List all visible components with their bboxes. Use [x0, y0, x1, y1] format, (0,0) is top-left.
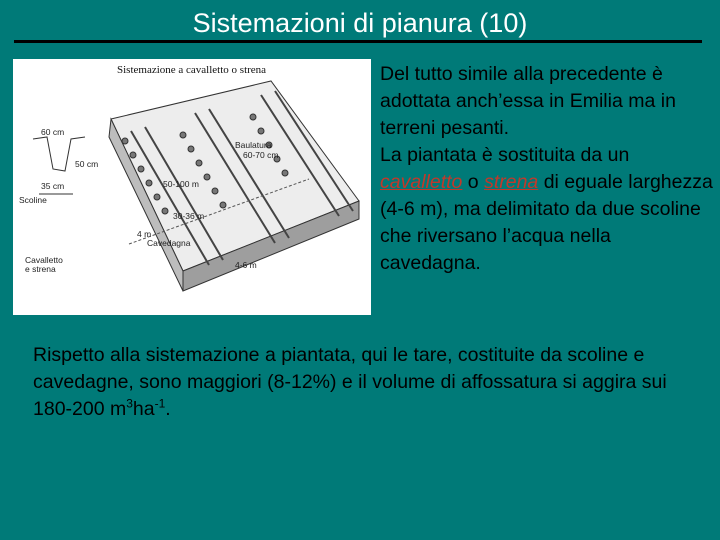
label-cavedagna: Cavedagna: [147, 238, 191, 248]
slide-title: Sistemazioni di pianura (10): [192, 8, 528, 38]
label-35cm: 35 cm: [41, 181, 65, 191]
text-run: La piantata è sostituita da un: [380, 144, 630, 166]
text-run: ha: [132, 398, 155, 420]
figure-caption: Sistemazione a cavalletto o strena: [117, 64, 267, 76]
label-4m: 4 m: [137, 229, 152, 239]
label-4-6m: 4-6 m: [235, 260, 257, 270]
title-underline: [14, 40, 702, 43]
superscript: 3: [126, 396, 133, 411]
text-run: Rispetto alla sistemazione a piantata, qui le tare, costituite da scoline e cavedagne, sono maggiori (8-12%) e il volume di affossatura si aggira sui 180-200 m: [33, 344, 667, 420]
comparison-paragraph: [33, 342, 703, 423]
term-cavalletto: cavalletto: [380, 171, 463, 193]
label-baulatura-height: 60-70 cm: [243, 150, 279, 160]
label-strena: e strena: [25, 264, 56, 274]
diagram-figure: [13, 59, 371, 315]
label-60cm: 60 cm: [41, 127, 65, 137]
label-50cm: 50 cm: [75, 159, 99, 169]
field-drawing: [13, 59, 371, 315]
paragraph-1: Del tutto simile alla precedente è adottata anch’essa in Emilia ma in terreni pesanti.: [380, 63, 676, 139]
label-baulatura: Baulatura: [235, 140, 272, 150]
text-run: di eguale larghezza (4-6 m), ma delimitato da due scoline che riversano l’acqua nella cavedagna.: [380, 171, 713, 274]
superscript: -1: [154, 396, 166, 411]
paragraph-2: [380, 142, 715, 277]
description-text: [380, 61, 715, 277]
text-run: .: [165, 398, 171, 420]
label-scoline: Scoline: [19, 195, 47, 205]
label-field-length: 50-100 m: [163, 179, 199, 189]
label-field-width: 30-36 m: [173, 211, 205, 221]
text-run: o: [462, 171, 485, 193]
term-strena: strena: [484, 171, 539, 193]
label-cavalletto: Cavalletto: [25, 255, 63, 265]
